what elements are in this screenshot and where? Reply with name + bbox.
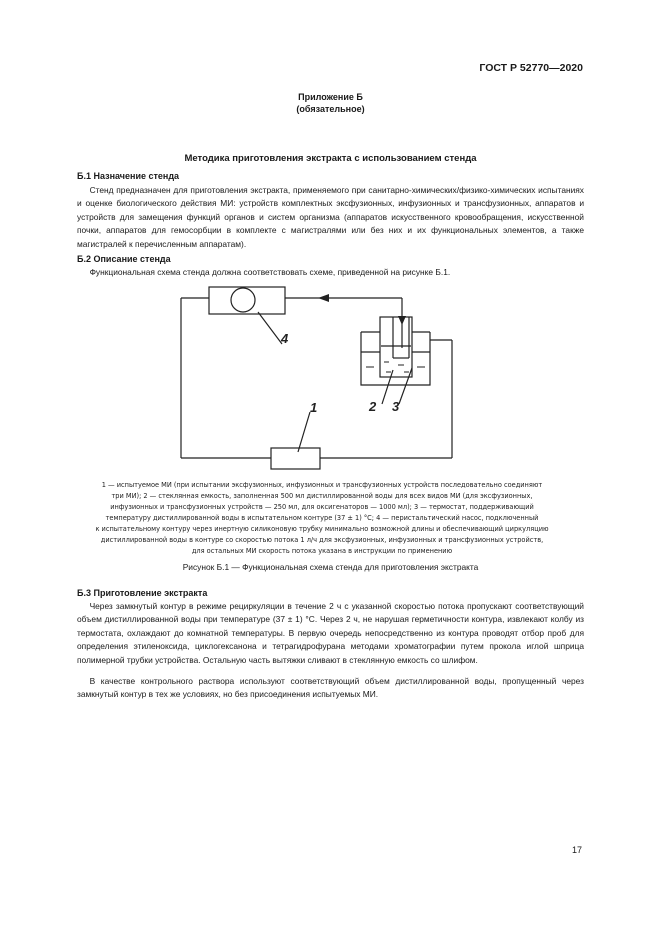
- leader-1: [298, 412, 310, 452]
- standard-number: ГОСТ Р 52770—2020: [479, 62, 583, 74]
- leader-4: [258, 312, 282, 344]
- section-heading-b3: Б.3 Приготовление экстракта: [77, 588, 208, 598]
- figure-legend-line: инфузионных и трансфузионных устройств — 250 мл, для оксигенаторов — 1000 мл); 3 — термостат, поддерживающий: [110, 503, 534, 511]
- label-1: 1: [310, 400, 318, 415]
- figure-legend-line: дистиллированной воды в контуре со скоростью потока 1 л/ч для эксфузионных, инфузионных и трансфузионных устройств,: [100, 536, 544, 544]
- label-4: 4: [281, 331, 289, 346]
- document-title: Методика приготовления экстракта с использованием стенда: [184, 153, 477, 164]
- figure-legend-line: для остальных МИ скорость потока указана в инструкции по применению: [191, 547, 453, 555]
- appendix-status: (обязательное): [296, 104, 365, 114]
- glass-vessel: [380, 317, 412, 377]
- figure-legend-line: к испытательному контуру через инертную силиконовую трубку минимально возможной длины и обеспечивающий циркуляцию: [95, 525, 549, 533]
- pump-box: [209, 287, 285, 314]
- specimen-box: [271, 448, 320, 469]
- label-3: 3: [392, 399, 400, 414]
- page-number: 17: [571, 845, 582, 855]
- figure-legend-line: температуру дистиллированной воды в испытательном контуре (37 ± 1) °С; 4 — перистальтический насос, подключенный: [105, 514, 539, 522]
- section-text-b1: Стенд предназначен для приготовления экстракта, применяемого при санитарно-химических/физико-химических испытаниях и оценке биологического действия МИ: устройств комплектных эксфузионных, инфузионных и трансфузионных, аппаратов и устройств для замещения функций органов и систем организма (аппаратов искусственного кровообращения, искусственной почки, аппаратов для гемосорбции в комплекте с магистралями или без них и их функциональных элементов, а также магистралей к перечисленным аппаратам).: [77, 185, 584, 249]
- label-2: 2: [369, 399, 377, 414]
- section-text-b2: Функциональная схема стенда должна соответствовать схеме, приведенной на рисунке Б.1.: [77, 267, 451, 277]
- figure-legend-line: три МИ); 2 — стеклянная емкость, заполненная 500 мл дистиллированной воды для всех видов МИ (для эксфузионных,: [111, 492, 533, 500]
- section-text-b3-p1: Через замкнутый контур в режиме рециркуляции в течение 2 ч с указанной скоростью потока пропускают соответствующий объем дистиллированной воды при температуре (37 ± 1) °С. Через 2 ч, не нарушая герметичности контура, извлекают колбу из термостата, охлаждают до комнатной температуры. В первую очередь непосредственно из контура проводят отбор проб для определения этиленоксида, циклогексанона и тетрагидрофурана методами хроматографии путем прокола иглой шприца полимерной трубки устройства. Остальную часть вытяжки сливают в стеклянную емкость со шлифом.: [77, 601, 584, 665]
- section-text-b3-p2: В качестве контрольного раствора используют соответствующий объем дистиллированной воды, пропущенный через замкнутый контур в тех же условиях, но без присоединения испытуемых МИ.: [77, 676, 584, 700]
- appendix-title: Приложение Б: [298, 92, 363, 102]
- section-heading-b2: Б.2 Описание стенда: [77, 254, 171, 264]
- figure-caption: Рисунок Б.1 — Функциональная схема стенда для приготовления экстракта: [182, 562, 479, 572]
- section-heading-b1: Б.1 Назначение стенда: [77, 171, 180, 181]
- pump-rotor: [231, 288, 255, 312]
- inlet-arrow-icon: [398, 316, 406, 325]
- flow-arrow-icon: [318, 294, 329, 302]
- leader-3: [399, 368, 412, 404]
- figure-legend-line: 1 — испытуемое МИ (при испытании эксфузионных, инфузионных и трансфузионных устройств последовательно соединяют: [101, 481, 543, 489]
